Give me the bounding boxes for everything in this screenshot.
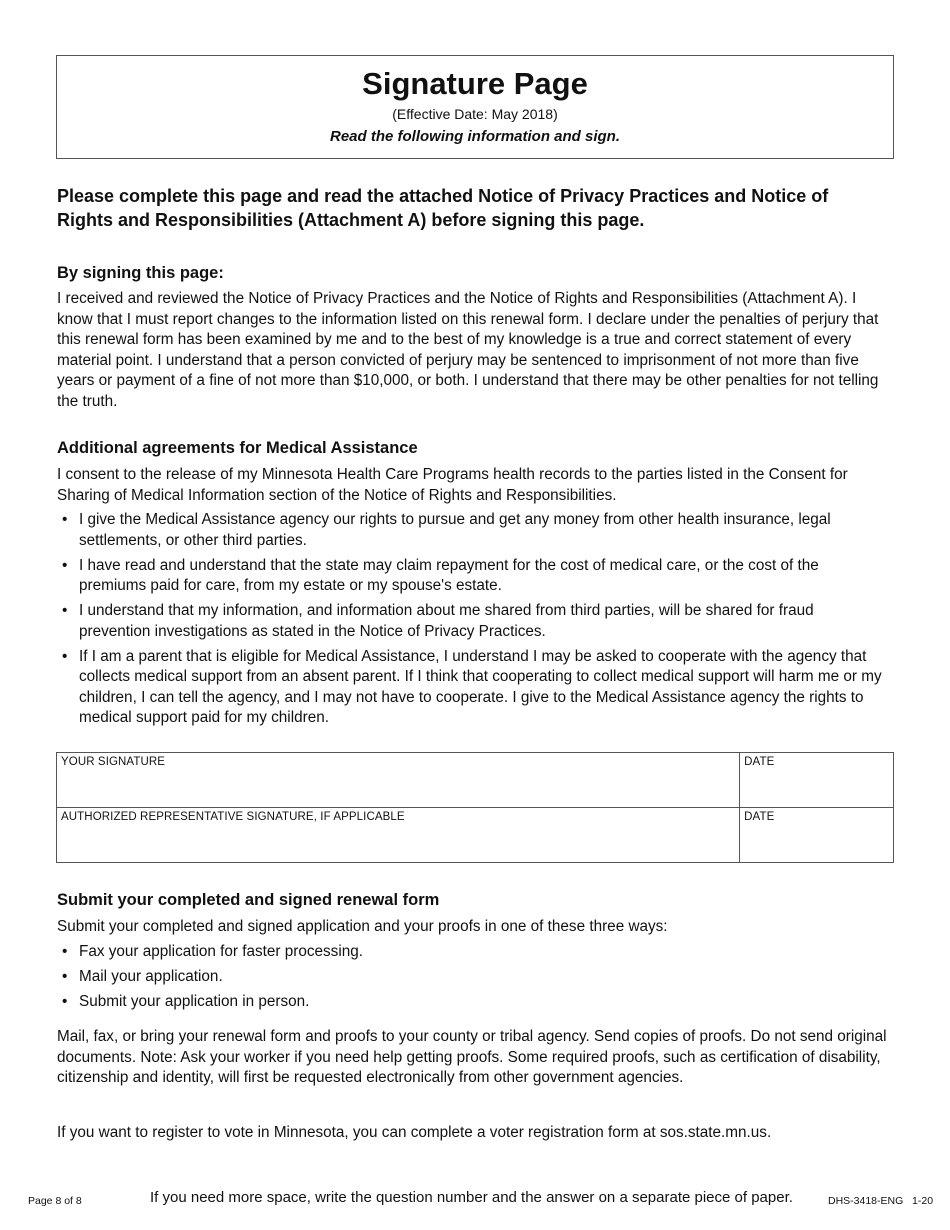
list-item [57, 601, 887, 642]
list-item [57, 510, 887, 551]
bullet-text: I give the Medical Assistance agency our rights to pursue and get any money from other health insurance, legal settlements, or other third parties. [79, 511, 831, 549]
date-label: DATE [744, 756, 775, 768]
signature-table [56, 752, 894, 863]
header-instruction: Read the following information and sign. [330, 128, 620, 145]
date-label: DATE [744, 811, 775, 823]
list-item [57, 967, 887, 988]
list-item [57, 647, 887, 729]
representative-signature-label: AUTHORIZED REPRESENTATIVE SIGNATURE, IF APPLICABLE [61, 811, 405, 823]
mail-instructions: Mail, fax, or bring your renewal form and proofs to your county or tribal agency. Send copies of proofs. Do not send original documents. Note: Ask your worker if you need help getting proofs. Some required proofs, such as certification of disability, citizenship and identity, will first be requested electronically from other government agencies. [57, 1028, 887, 1086]
footer-note: If you need more space, write the question number and the answer on a separate piece of paper. [150, 1189, 793, 1206]
submit-text: Submit your completed and signed application and your proofs in one of these three ways: [57, 918, 668, 935]
list-item [57, 992, 887, 1013]
bullet-icon: • [62, 647, 68, 665]
bullet-icon: • [62, 993, 68, 1010]
bullet-text: Submit your application in person. [79, 993, 310, 1010]
bullet-text: I have read and understand that the state may claim repayment for the cost of medical care, or the cost of the premiums paid for care, from my estate or my spouse's estate. [79, 556, 819, 594]
bullet-icon: • [62, 602, 68, 619]
bullet-icon: • [62, 511, 68, 528]
form-id: DHS-3418-ENG 1-20 [828, 1195, 934, 1207]
signing-text: I received and reviewed the Notice of Privacy Practices and the Notice of Rights and Responsibilities (Attachment A). I know that I must report changes to the information listed on this renewal form. I declare under the penalties of perjury that this renewal form has been examined by me and to the best of my knowledge is a true and correct statement of every material point. I understand that a person convicted of perjury may be sentenced to imprisonment of not more than five years or payment of a fine of not more than $10,000, or both. I understand that there may be other penalties for not telling the truth. [57, 290, 879, 410]
intro-text: Please complete this page and read the attached Notice of Privacy Practices and Notice of Rights and Responsibilities (Attachment A) before signing this page. [57, 186, 829, 230]
signing-heading: By signing this page: [57, 264, 224, 282]
bullet-text: Mail your application. [79, 968, 223, 985]
representative-signature-field[interactable] [57, 808, 740, 863]
your-signature-field[interactable] [57, 753, 740, 808]
bullet-text: Fax your application for faster processing. [79, 943, 363, 960]
header-box [56, 55, 894, 159]
page-number: Page 8 of 8 [28, 1195, 82, 1207]
bullet-text: If I am a parent that is eligible for Medical Assistance, I understand I may be asked to cooperate with the agency that collects medical support from an absent parent. If I think that cooperating to collect medical support will harm me or my children, I can tell the agency, and I may not have to cooperate. I give to the Medical Assistance agency the rights to medical support paid for my children. [79, 647, 882, 726]
page-title: Signature Page [362, 66, 588, 101]
medical-heading: Additional agreements for Medical Assistance [57, 439, 418, 457]
your-signature-label: YOUR SIGNATURE [61, 756, 166, 768]
bullet-icon: • [62, 556, 68, 574]
bullet-icon: • [62, 968, 68, 985]
effective-date: (Effective Date: May 2018) [392, 106, 558, 122]
signature-date-field[interactable] [740, 753, 894, 808]
medical-text: I consent to the release of my Minnesota Health Care Programs health records to the parties listed in the Consent for Sharing of Medical Information section of the Notice of Rights and Responsibilities. [57, 466, 848, 504]
submit-heading: Submit your completed and signed renewal form [57, 891, 440, 909]
representative-date-field[interactable] [740, 808, 894, 863]
bullet-icon: • [62, 943, 68, 960]
medical-bullet-list [57, 510, 887, 733]
list-item [57, 556, 887, 597]
submit-bullet-list [57, 942, 887, 1017]
bullet-text: I understand that my information, and information about me shared from third parties, will be shared for fraud prevention investigations as stated in the Notice of Privacy Practices. [79, 602, 814, 640]
voter-registration-text: If you want to register to vote in Minnesota, you can complete a voter registration form at sos.state.mn.us. [57, 1124, 772, 1141]
list-item [57, 942, 887, 963]
